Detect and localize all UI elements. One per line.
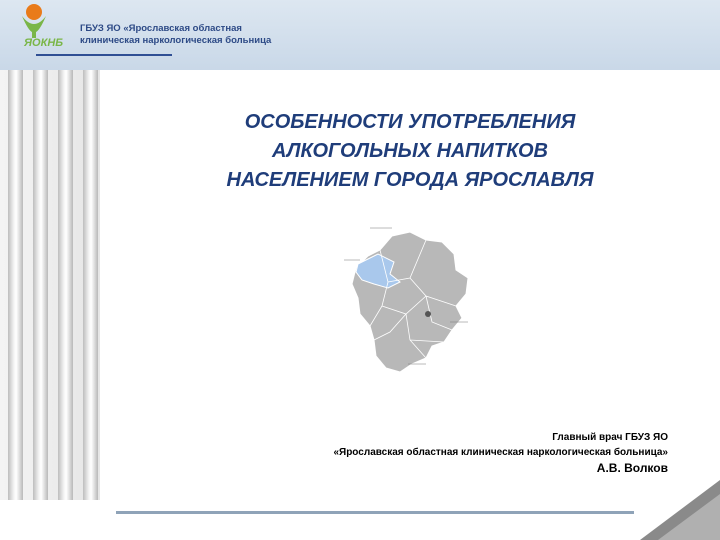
- clinic-logo: [18, 2, 76, 48]
- logo-text: ЯОКНБ: [24, 37, 64, 48]
- logo-head-circle: [26, 4, 42, 20]
- header-underline: [36, 54, 172, 56]
- author-position: Главный врач ГБУЗ ЯО: [552, 432, 668, 443]
- slide-title: [100, 108, 720, 195]
- stripe: [8, 70, 23, 500]
- yaroslavl-city-marker: [425, 311, 431, 317]
- yaroslavl-region-map: [330, 222, 480, 388]
- title-line-2: АЛКОГОЛЬНЫХ НАПИТКОВ: [272, 140, 548, 162]
- org-line-1: ГБУЗ ЯО «Ярославская областная: [80, 23, 242, 34]
- title-line-3: НАСЕЛЕНИЕМ ГОРОДА ЯРОСЛАВЛЯ: [226, 169, 594, 191]
- title-line-1: ОСОБЕННОСТИ УПОТРЕБЛЕНИЯ: [244, 111, 576, 133]
- org-line-2: клиническая наркологическая больница: [80, 35, 272, 46]
- region-outline: [352, 232, 468, 372]
- organization-name: [80, 23, 271, 47]
- author-institution: «Ярославская областная клиническая наркологическая больница»: [333, 447, 668, 458]
- stripe: [58, 70, 73, 500]
- stripe: [83, 70, 98, 500]
- left-stripes: [0, 70, 100, 500]
- author-name: А.В. Волков: [596, 461, 668, 475]
- corner-decoration-inner: [658, 494, 720, 540]
- stripe: [33, 70, 48, 500]
- footer-line: [116, 511, 634, 514]
- author-block: [333, 430, 668, 477]
